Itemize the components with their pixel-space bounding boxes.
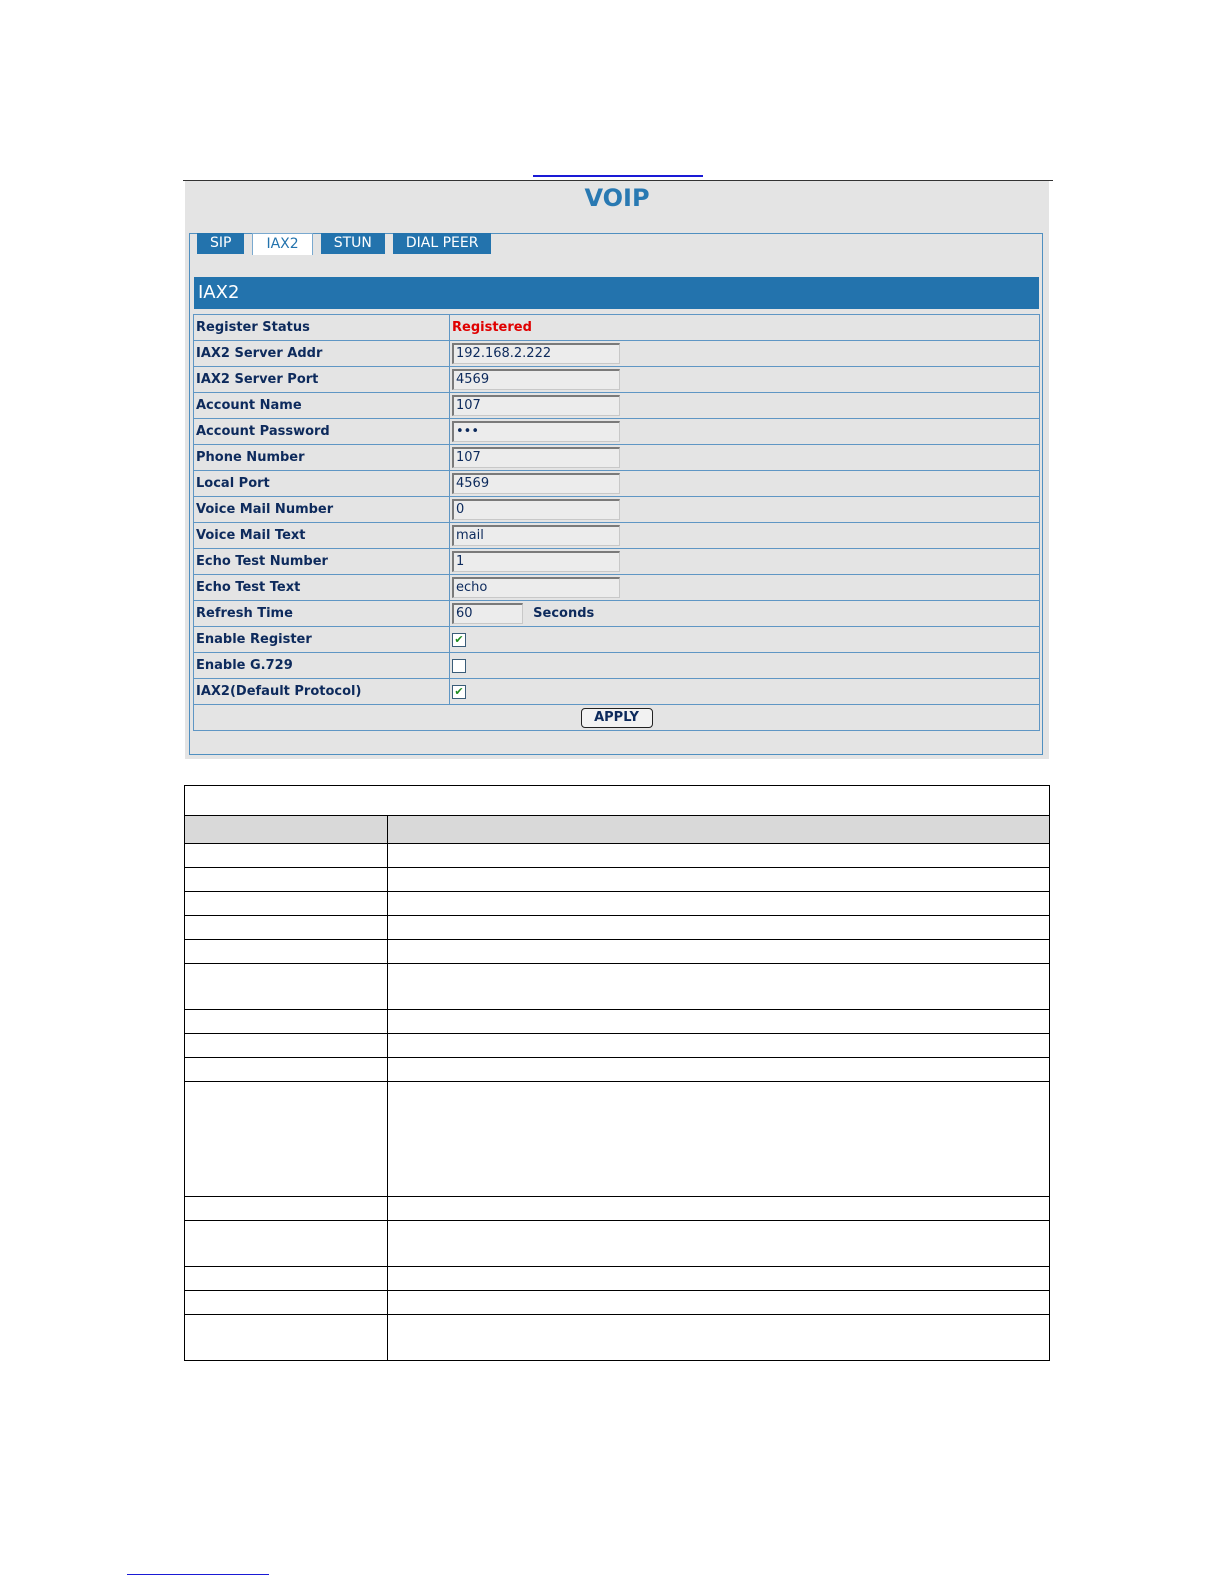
- apply-row: [194, 705, 1040, 731]
- table-row: [185, 1010, 1050, 1034]
- refresh-time-unit: Seconds: [533, 606, 595, 621]
- voice-mail-number-input[interactable]: 0: [452, 499, 620, 520]
- phone-number-label: Phone Number: [194, 445, 450, 471]
- table-row: [194, 523, 1040, 549]
- echo-test-number-label: Echo Test Number: [194, 549, 450, 575]
- refresh-time-input[interactable]: 60: [452, 603, 523, 624]
- voip-panel: [185, 181, 1049, 759]
- tab-bar: [197, 233, 499, 255]
- top-link-underline[interactable]: [533, 175, 703, 177]
- table-row: [185, 940, 1050, 964]
- table-row: [194, 471, 1040, 497]
- table-row: [185, 1291, 1050, 1315]
- iax2-default-label: IAX2(Default Protocol): [194, 679, 450, 705]
- server-port-input[interactable]: 4569: [452, 369, 620, 390]
- enable-g729-checkbox[interactable]: [452, 659, 466, 673]
- table-title-row: [185, 786, 1050, 816]
- table-header-row: [185, 816, 1050, 844]
- table-row: [185, 1315, 1050, 1361]
- table-row: [194, 497, 1040, 523]
- echo-test-number-input[interactable]: 1: [452, 551, 620, 572]
- refresh-time-label: Refresh Time: [194, 601, 450, 627]
- table-row: [185, 1034, 1050, 1058]
- table-row: [185, 916, 1050, 940]
- tab-stun[interactable]: STUN: [321, 233, 385, 254]
- table-row: [185, 964, 1050, 1010]
- table-row: [194, 341, 1040, 367]
- table-row: [194, 315, 1040, 341]
- echo-test-text-label: Echo Test Text: [194, 575, 450, 601]
- tab-sip[interactable]: SIP: [197, 233, 244, 254]
- phone-number-input[interactable]: 107: [452, 447, 620, 468]
- iax2-settings-table: [193, 314, 1040, 731]
- account-name-input[interactable]: 107: [452, 395, 620, 416]
- voice-mail-text-input[interactable]: mail: [452, 525, 620, 546]
- iax2-default-checkbox[interactable]: ✔: [452, 685, 466, 699]
- server-addr-label: IAX2 Server Addr: [194, 341, 450, 367]
- table-row: [194, 419, 1040, 445]
- server-addr-input[interactable]: 192.168.2.222: [452, 343, 620, 364]
- table-row: [185, 868, 1050, 892]
- table-row: [194, 549, 1040, 575]
- apply-button[interactable]: APPLY: [581, 708, 653, 728]
- table-row: [194, 679, 1040, 705]
- table-row: [185, 1058, 1050, 1082]
- table-row: [185, 892, 1050, 916]
- table-row: [185, 844, 1050, 868]
- description-table: [184, 785, 1050, 1361]
- bottom-link-underline[interactable]: [127, 1574, 269, 1575]
- table-row: [194, 575, 1040, 601]
- server-port-label: IAX2 Server Port: [194, 367, 450, 393]
- register-status-label: Register Status: [194, 315, 450, 341]
- voice-mail-text-label: Voice Mail Text: [194, 523, 450, 549]
- echo-test-text-input[interactable]: echo: [452, 577, 620, 598]
- section-header: IAX2: [194, 277, 1039, 309]
- local-port-label: Local Port: [194, 471, 450, 497]
- table-row: [194, 393, 1040, 419]
- account-password-input[interactable]: •••: [452, 421, 620, 442]
- enable-g729-label: Enable G.729: [194, 653, 450, 679]
- table-row: [194, 367, 1040, 393]
- page-title: VOIP: [584, 184, 650, 212]
- table-row: [194, 601, 1040, 627]
- table-row: [194, 627, 1040, 653]
- account-password-label: Account Password: [194, 419, 450, 445]
- table-row: [194, 653, 1040, 679]
- account-name-label: Account Name: [194, 393, 450, 419]
- local-port-input[interactable]: 4569: [452, 473, 620, 494]
- register-status-value: Registered: [452, 320, 532, 335]
- table-row: [185, 1082, 1050, 1197]
- voice-mail-number-label: Voice Mail Number: [194, 497, 450, 523]
- table-row: [185, 1197, 1050, 1221]
- table-row: [185, 1267, 1050, 1291]
- enable-register-checkbox[interactable]: ✔: [452, 633, 466, 647]
- table-row: [185, 1221, 1050, 1267]
- table-row: [194, 445, 1040, 471]
- tab-iax2[interactable]: IAX2: [252, 233, 312, 255]
- enable-register-label: Enable Register: [194, 627, 450, 653]
- tab-dial-peer[interactable]: DIAL PEER: [393, 233, 492, 254]
